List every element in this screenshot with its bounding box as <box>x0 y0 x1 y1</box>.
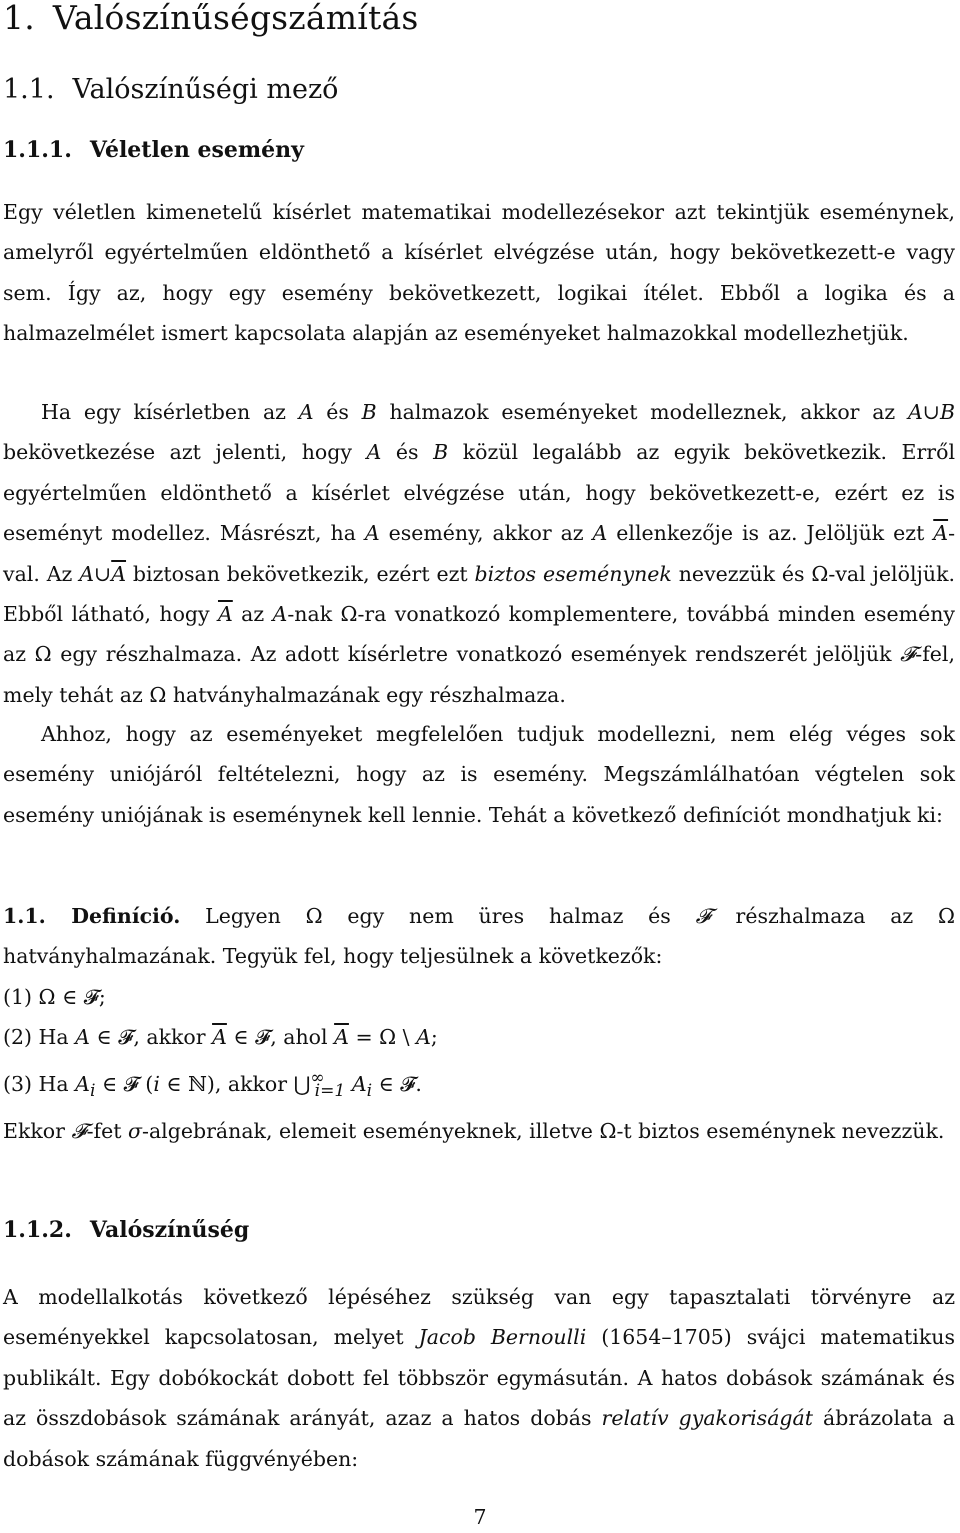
paragraph-countable-union: Ahhoz, hogy az eseményeket megfelelően tudjuk modellezni, nem elég véges sok esemény uniójáról feltételezni, hogy az is esemény. Megszámlálhatóan végtelen sok esemény uniójának is eseménynek kell lennie. Tehát a következő definíciót mondhatjuk ki: <box>3 722 955 827</box>
math-symbol: A <box>298 400 314 424</box>
text-run: ellenkezője is az. Jelöljük ezt <box>607 521 934 546</box>
text-run: = Ω \ <box>348 1025 417 1050</box>
math-symbol: $\overline{A}$ <box>334 1025 349 1050</box>
text-run: -nak Ω-ra vonatkozó komplementere, továbbá minden esemény az Ω egy részhalmaza. Az adott kísérletre vonatkozó események rendszerét jelöljük <box>3 602 955 667</box>
text-run: biztosan bekövetkezik, ezért ezt <box>126 561 475 586</box>
math-symbol: A <box>75 1071 90 1096</box>
section-number: 1.1. <box>3 74 55 105</box>
text-run: (1654–1705) svájci matematikus publikált. Egy dobókockát dobott fel többször egymásután. A hatos dobások számának és az összdobások számának arányát, azaz a hatos dobás <box>3 1325 955 1431</box>
text-run: ; <box>430 1025 438 1050</box>
math-symbol: $\overline{A}$ <box>212 1025 227 1050</box>
math-symbol: σ <box>128 1118 143 1143</box>
text-run: ∈ 𝓕, ahol <box>226 1025 335 1050</box>
definition-block <box>3 896 955 1151</box>
math-symbol: A∪B <box>907 400 956 424</box>
paragraph-bernoulli <box>3 1277 955 1479</box>
emphasis-term: biztos eseménynek <box>474 561 672 586</box>
math-symbol: 𝓕 <box>695 904 711 928</box>
math-symbol: A∪ <box>79 561 112 586</box>
text-run: Ha egy kísérletben az <box>41 400 299 424</box>
definition-condition-3 <box>3 1058 955 1111</box>
paragraph-event-sets <box>3 392 955 715</box>
math-subscript: i=1 <box>314 1080 346 1101</box>
subsection-number: 1.1.1. <box>3 137 72 163</box>
subsection-title: Valószínűség <box>89 1217 250 1243</box>
text-run: közül legalább az egyik bekövetkezik. Erről egyértelműen eldönthető a kísérlet elvégzése után, hogy bekövetkezett-e, ezért ez is eseményt modellez. Másrészt, ha <box>3 440 956 546</box>
text-run: ∈ 𝓕. <box>372 1071 422 1096</box>
math-symbol: A <box>351 1071 367 1096</box>
chapter-title: Valószínűségszámítás <box>52 0 419 37</box>
math-symbol: A <box>364 521 380 546</box>
text-run: ábrázolata a dobások számának függvényében: <box>3 1406 955 1471</box>
math-symbol: $\overline{A}$ <box>111 561 127 586</box>
chapter-number: 1. <box>3 0 35 37</box>
paragraph-random-event: Egy véletlen kimenetelű kísérlet matematikai modellezésekor azt tekintjük eseménynek, amelyről egyértelműen eldönthető a kísérlet elvégzése után, hogy bekövetkezett-e vagy sem. Így az, hogy egy esemény bekövetkezett, logikai ítélet. Ebből a logika és a halmazelmélet ismert kapcsolata alapján az eseményeket halmazokkal modellezhetjük. <box>3 200 955 346</box>
math-symbol: A <box>416 1025 431 1050</box>
text-run: halmazok eseményeket modelleznek, akkor az <box>376 400 908 424</box>
text-run: az <box>232 602 273 627</box>
text-run: nevezzük és Ω-val jelöljük. Ebből látható, hogy <box>3 561 956 627</box>
text-run: bekövetkezése azt jelenti, hogy <box>3 440 367 465</box>
text-run: -val. Az <box>3 521 955 586</box>
text-run: -fel, mely tehát az Ω hatványhalmazának egy részhalmaza. <box>3 642 955 707</box>
text-run: Ekkor <box>3 1118 72 1143</box>
text-run: Legyen Ω egy nem üres halmaz és <box>180 904 696 928</box>
text-run: ∈ ℕ), akkor <box>159 1071 294 1096</box>
definition-label: 1.1. Definíció. <box>3 904 181 928</box>
union-symbol: ⋃ <box>293 1071 311 1096</box>
page-number: 7 <box>473 1505 487 1529</box>
math-symbol: 𝓕 <box>900 642 916 667</box>
text-run: (3) Ha <box>3 1071 76 1096</box>
math-symbol: A <box>272 602 288 627</box>
math-symbol: A <box>75 1025 90 1050</box>
text-run: részhalmaza az Ω hatványhalmazának. Tegyük fel, hogy teljesülnek a következők: <box>3 904 955 969</box>
math-symbol: $\overline{A}$ <box>933 521 949 546</box>
math-symbol: A <box>592 521 608 546</box>
text-run: -fet <box>86 1118 129 1143</box>
text-run: ∈ 𝓕, akkor <box>89 1025 213 1050</box>
math-subscript: i <box>89 1080 96 1101</box>
section-title: Valószínűségi mező <box>72 74 339 105</box>
text-run: esemény, akkor az <box>379 521 593 546</box>
text-run: ∈ 𝓕 ( <box>95 1071 154 1096</box>
math-symbol: A <box>366 440 382 465</box>
math-superscript: ∞ <box>310 1067 325 1088</box>
text-run: (2) Ha <box>3 1025 76 1050</box>
subsection-heading <box>3 1217 249 1243</box>
subsection-number: 1.1.2. <box>3 1217 72 1243</box>
math-symbol: i <box>153 1071 160 1096</box>
math-subscript: i <box>366 1080 373 1101</box>
emphasis-name: Jacob Bernoulli <box>418 1325 587 1350</box>
section-heading <box>3 74 338 105</box>
chapter-heading <box>3 0 418 37</box>
math-symbol: 𝓕 <box>71 1118 87 1143</box>
text-run: -algebrának, elemeit eseményeknek, illetve Ω-t biztos eseménynek nevezzük. <box>142 1118 945 1143</box>
text-run: és <box>313 400 362 424</box>
math-symbol: $\overline{A}$ <box>217 602 233 627</box>
subsection-heading <box>3 137 304 163</box>
subsection-title: Véletlen esemény <box>89 137 304 163</box>
emphasis-term: relatív gyakoriságát <box>601 1406 813 1431</box>
math-symbol: B <box>361 400 377 424</box>
definition-condition-1: (1) Ω ∈ 𝓕; <box>3 984 106 1009</box>
text-run: és <box>381 440 434 465</box>
math-symbol: B <box>433 440 449 465</box>
definition-condition-2 <box>3 1017 955 1057</box>
text-run: A modellalkotás következő lépéséhez szükség van egy tapasztalati törvényre az eseményekkel kapcsolatosan, melyet <box>3 1285 955 1350</box>
